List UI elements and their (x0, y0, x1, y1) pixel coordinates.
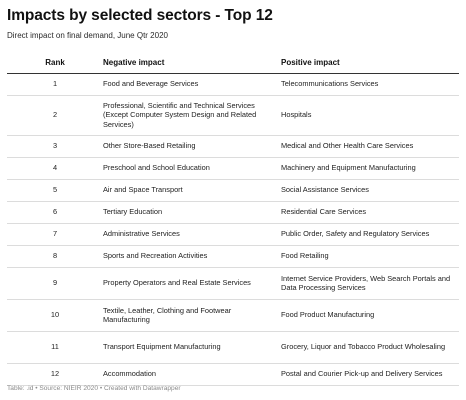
rank-cell: 5 (7, 179, 103, 201)
positive-impact-cell: Postal and Courier Pick-up and Delivery Services (281, 363, 459, 385)
table-row (7, 179, 459, 201)
source-footer: Table: .id • Source: NIEIR 2020 • Created with Datawrapper (7, 385, 181, 392)
rank-cell: 4 (7, 157, 103, 179)
page-subtitle: Direct impact on final demand, June Qtr 2020 (7, 31, 168, 40)
rank-cell: 7 (7, 223, 103, 245)
positive-impact-cell: Public Order, Safety and Regulatory Services (281, 223, 459, 245)
column-header-positive: Positive impact (281, 58, 459, 73)
chart-container (7, 6, 459, 386)
positive-impact-cell: Medical and Other Health Care Services (281, 135, 459, 157)
negative-impact-cell: Professional, Scientific and Technical Services (Except Computer System Design and Related Services) (103, 95, 281, 135)
positive-impact-cell: Machinery and Equipment Manufacturing (281, 157, 459, 179)
negative-impact-cell: Preschool and School Education (103, 157, 281, 179)
column-header-rank: Rank (7, 58, 103, 73)
negative-impact-cell: Tertiary Education (103, 201, 281, 223)
rank-cell: 3 (7, 135, 103, 157)
rank-cell: 6 (7, 201, 103, 223)
negative-impact-cell: Food and Beverage Services (103, 73, 281, 95)
positive-impact-cell: Food Product Manufacturing (281, 299, 459, 331)
table-row (7, 157, 459, 179)
rank-cell: 11 (7, 331, 103, 363)
table-row (7, 135, 459, 157)
negative-impact-cell: Other Store-Based Retailing (103, 135, 281, 157)
positive-impact-cell: Social Assistance Services (281, 179, 459, 201)
table-row (7, 331, 459, 363)
rank-cell: 2 (7, 95, 103, 135)
positive-impact-cell: Food Retailing (281, 245, 459, 267)
table-row (7, 95, 459, 135)
table-row (7, 245, 459, 267)
positive-impact-cell: Telecommunications Services (281, 73, 459, 95)
negative-impact-cell: Sports and Recreation Activities (103, 245, 281, 267)
rank-cell: 10 (7, 299, 103, 331)
negative-impact-cell: Accommodation (103, 363, 281, 385)
impacts-table (7, 58, 459, 386)
table-row (7, 299, 459, 331)
table-row (7, 201, 459, 223)
rank-cell: 8 (7, 245, 103, 267)
table-row (7, 363, 459, 385)
table-row (7, 223, 459, 245)
positive-impact-cell: Internet Service Providers, Web Search Portals and Data Processing Services (281, 267, 459, 299)
negative-impact-cell: Transport Equipment Manufacturing (103, 331, 281, 363)
rank-cell: 9 (7, 267, 103, 299)
table-row (7, 267, 459, 299)
negative-impact-cell: Property Operators and Real Estate Services (103, 267, 281, 299)
rank-cell: 12 (7, 363, 103, 385)
negative-impact-cell: Air and Space Transport (103, 179, 281, 201)
negative-impact-cell: Administrative Services (103, 223, 281, 245)
positive-impact-cell: Hospitals (281, 95, 459, 135)
column-header-negative: Negative impact (103, 58, 281, 73)
positive-impact-cell: Grocery, Liquor and Tobacco Product Wholesaling (281, 331, 459, 363)
page-title: Impacts by selected sectors - Top 12 (7, 7, 273, 24)
rank-cell: 1 (7, 73, 103, 95)
positive-impact-cell: Residential Care Services (281, 201, 459, 223)
negative-impact-cell: Textile, Leather, Clothing and Footwear Manufacturing (103, 299, 281, 331)
table-header-row (7, 58, 459, 73)
table-row (7, 73, 459, 95)
